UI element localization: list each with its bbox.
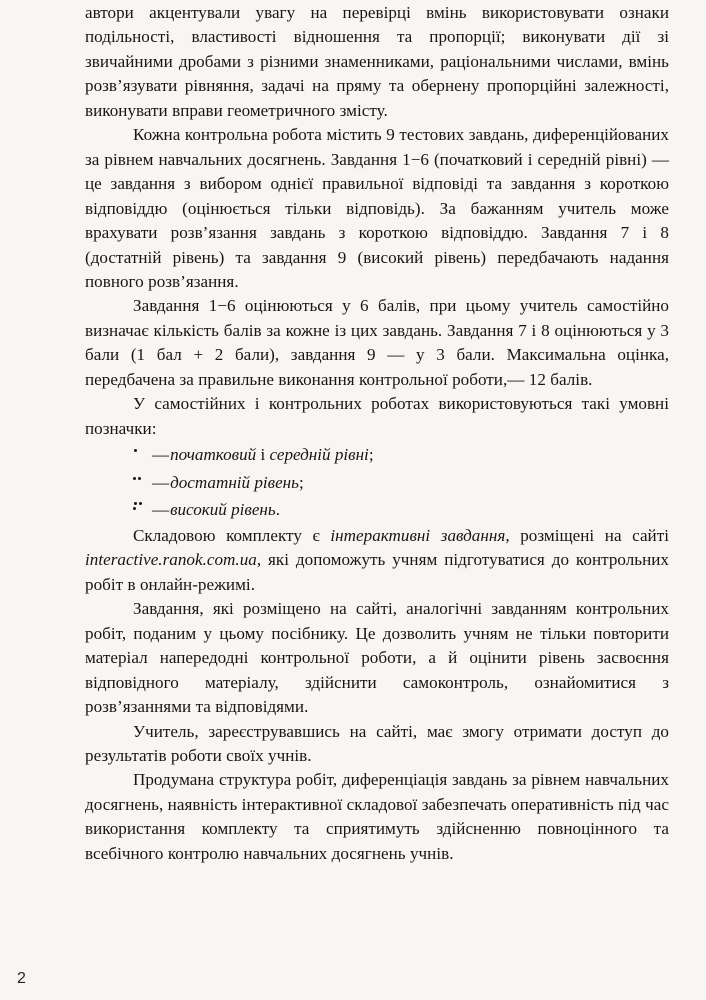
marker-punct-2: ; [298, 472, 304, 492]
list-item-level-high [85, 496, 669, 524]
marker-label-roman-1: і [256, 445, 270, 465]
list-item-level-beginner [85, 441, 669, 469]
paragraph-symbols-intro: У самостійних і контрольних роботах використовуються такі умовні позначки: [85, 394, 669, 438]
interactive-lead-text: Складовою комплекту є [133, 525, 331, 545]
page-text-column [85, 1, 669, 866]
list-item-level-sufficient [85, 469, 669, 497]
level-marker-list [85, 441, 669, 524]
marker-label-italic-1: початковий [170, 445, 257, 465]
interactive-tail-text: , які допоможуть учням підготуватися до контрольних робіт в онлайн-режимі. [85, 550, 669, 594]
interactive-tasks-emphasis: інтерактивні завдання [330, 525, 506, 545]
marker-dash-1: — [152, 445, 170, 465]
paragraph-teacher-registration: Учитель, зареєструвавшись на сайті, має змогу отримати доступ до результатів роботи своїх учнів. [85, 721, 669, 766]
page-number: 2 [17, 970, 26, 987]
marker-dash-3: — [152, 500, 170, 520]
marker-label-italic-1b: середній рівні [269, 445, 369, 465]
paragraph-scoring: Завдання 1−6 оцінюються у 6 балів, при цьому учитель самостійно визначає кількість балів за кожне із цих завдань. Завдання 7 і 8 оцінюються у 3 бали (1 бал + 2 бали), завдання 9 — у 3 бали. Максимальна оцінка, передбачена за правильне виконання контрольної роботи,— 12 балів. [85, 296, 669, 389]
paragraph-interactive-tasks [85, 524, 669, 597]
interactive-mid-text: , розміщені на сайті [505, 525, 669, 545]
marker-punct-1: ; [368, 445, 374, 465]
website-url-text: interactive.ranok.com.ua [85, 550, 257, 570]
marker-label-italic-2: достатній рівень [170, 472, 299, 492]
paragraph-online-tasks: Завдання, які розміщено на сайті, аналогічні завданням контрольних робіт, поданим у цьому посібнику. Це дозволить учням не тільки повторити матеріал напередодні контрольної роботи, а й оцінити рівень засвоєння відповідного матеріалу, здійснити самоконтроль, ознайомитися з розв’язаннями та відповідями. [85, 599, 669, 717]
marker-punct-3: . [275, 500, 280, 520]
paragraph-conclusion: Продумана структура робіт, диференціація завдань за рівнем навчальних досягнень, наявність інтерактивної складової забезпечать оперативність під час використання комплекту та сприятимуть здійсненню повноцінного та всебічного контролю навчальних досягнень учнів. [85, 770, 669, 863]
paragraph-intro-continuation: автори акцентували увагу на перевірці вмінь використовувати ознаки подільності, властивості відношення та пропорції; виконувати дії зі звичайними дробами з різними знаменниками, раціональними числами, вмінь розв’язувати рівняння, задачі на пряму та обернену пропорційні залежності, виконувати вправи геометричного змісту. [85, 3, 669, 120]
paragraph-test-structure: Кожна контрольна робота містить 9 тестових завдань, диференційованих за рівнем навчальних досягнень. Завдання 1−6 (початковий і середній рівні) — це завдання з вибором однієї правильної відповіді та завдання з короткою відповіддю (оцінюється тільки відповідь). За бажанням учитель може врахувати розв’язання завдань з короткою відповіддю. Завдання 7 і 8 (достатній рівень) та завдання 9 (високий рівень) передбачають надання повного розв’язання. [85, 125, 669, 291]
marker-dash-2: — [152, 472, 170, 492]
marker-label-italic-3: високий рівень [170, 500, 276, 520]
